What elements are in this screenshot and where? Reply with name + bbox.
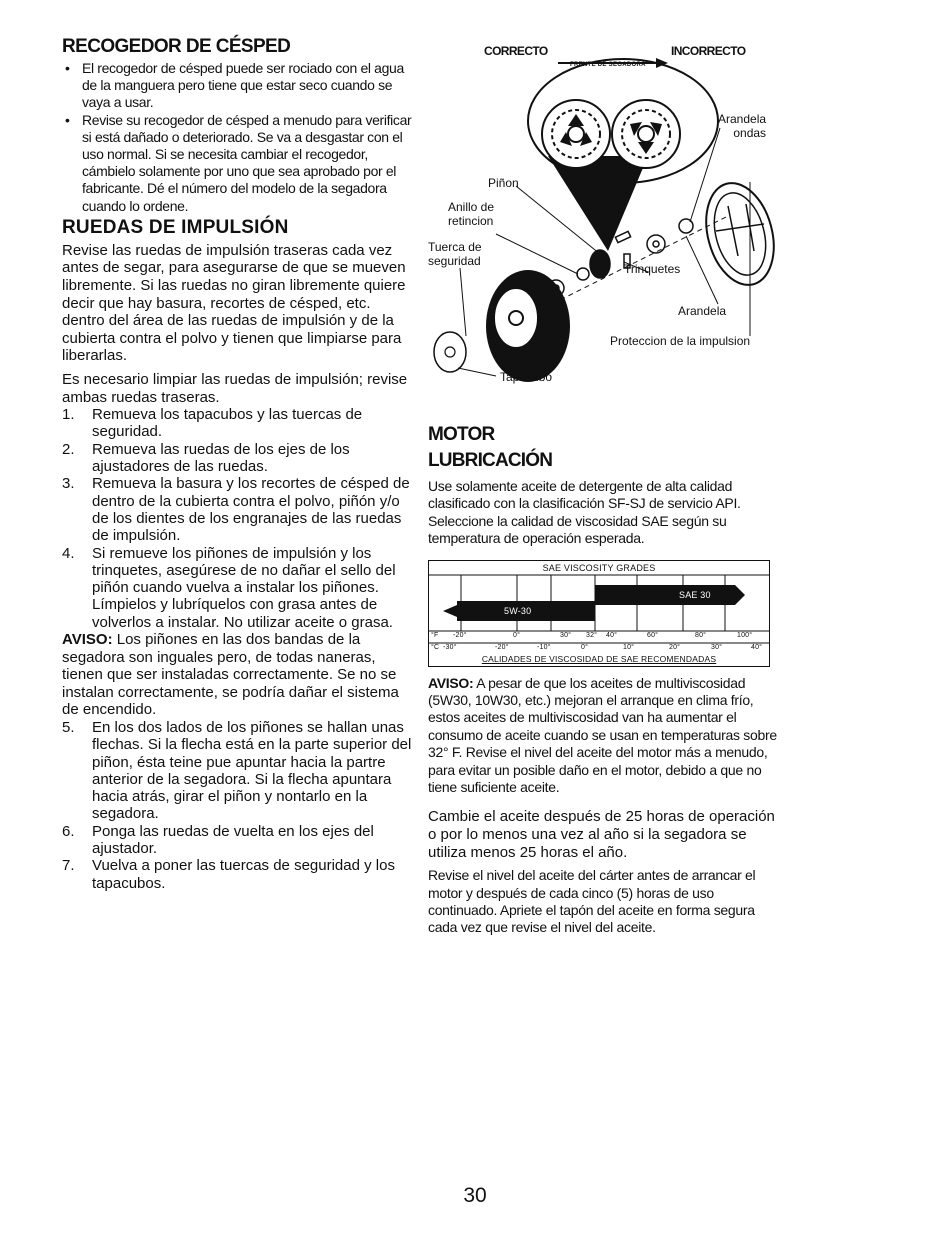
f-tick: 32° [586, 631, 598, 639]
step-text: Ponga las ruedas de vuelta en los ejes del ajustador. [92, 822, 374, 858]
c-tick: -30° [443, 643, 457, 651]
bar-sae30-label: SAE 30 [679, 589, 711, 600]
hubcap-icon [434, 332, 466, 372]
step-text: Si remueve los piñones de impulsión y los trinquetes, asegúrese de no dañar el sello del piñón cuando vuelva a instalar los piñones. Límpielos y lubríquelos con grasa antes de volverlos a instalar. No utilizar aceite o grasa. [92, 544, 396, 631]
list-item [62, 441, 414, 476]
drive-wheel-diagram [428, 36, 780, 386]
revise-text: Revise el nivel del aceite del cárter antes de arrancar el motor y después de cada cinco (5) horas de uso continuado. Apriete el tapón del aceite en forma segura cada vez que revise el nivel del aceite. [428, 867, 756, 936]
pinion-incorrect-icon [612, 100, 680, 168]
step-text: En los dos lados de los piñones se hallan unas flechas. Si la flecha está en la parte superior del piñon, ésta teine pue apuntar hacia la partre anterior de la segadora. Si la flecha apuntara hacia atrás, girar el piñon y nontarlo en la segadora. [92, 719, 412, 823]
step-text: Remueva los tapacubos y las tuercas de seguridad. [92, 406, 363, 441]
drive-wheel-icon [486, 270, 570, 382]
viscosity-title: SAE VISCOSITY GRADES [542, 562, 656, 573]
label-trinquetes: Trinquetes [624, 262, 681, 276]
f-tick: 100° [737, 631, 753, 639]
ruedas-steps-a [62, 406, 414, 631]
aviso-label: AVISO: [62, 631, 113, 649]
section-title-motor: MOTOR [428, 424, 495, 445]
recogedor-bullets [62, 60, 414, 215]
label-pinon: Piñon [488, 176, 519, 190]
section-title-lubricacion: LUBRICACIÓN [428, 450, 553, 471]
f-unit: °F [431, 631, 439, 639]
c-tick: 0° [581, 643, 589, 651]
step-number: 5. [62, 719, 75, 736]
label-correcto: CORRECTO [484, 44, 548, 58]
ruedas-steps-b [62, 719, 414, 892]
left-column [62, 36, 414, 892]
c-tick: 10° [623, 643, 635, 651]
step-number: 4. [62, 544, 75, 562]
f-tick: -20° [453, 631, 467, 639]
section-title-recogedor: RECOGEDOR DE CÉSPED [62, 36, 291, 57]
step-text: Remueva la basura y los recortes de césped de dentro de la cubierta contra el polvo, piñón y/o de los dientes de los engranajes de las ruedas de impulsión. [92, 475, 410, 545]
motor-aviso [428, 675, 780, 797]
step-number: 1. [62, 406, 75, 424]
aviso-text: Los piñones en las dos bandas de la segadora son inguales pero, de todas naneras, tienen que ser instaladas correctamente. Se no se instalan correctamente, se podría dañar el sistema de encendido. [62, 631, 399, 719]
right-column [428, 36, 780, 937]
viscosity-caption: CALIDADES DE VISCOSIDAD DE SAE RECOMENDADAS [481, 653, 717, 664]
step-number: 3. [62, 475, 75, 493]
drive-guard-icon [696, 175, 780, 292]
c-tick: -20° [495, 643, 509, 651]
exploded-parts-icon [548, 219, 693, 296]
bar-sae30 [595, 585, 745, 605]
aviso-text: A pesar de que los aceites de multiviscosidad (5W30, 10W30, etc.) mejoran el arranque en clima frío, estos aceites de multiviscosidad van ha aumentar el consumo de aceite cuando se usan en temperaturas sobre 32° F. Revise el nivel del aceite del motor más a menudo, para evitar un posible daño en el motor, debido a que no tiene suficiente aceite. [428, 674, 777, 796]
f-tick: 40° [606, 631, 618, 639]
lub-text: Use solamente aceite de detergente de alta calidad clasificado con la clasificación SF-SJ de servicio API. Seleccione la calidad de viscosidad SAE según su temperatura de operación esperada. [428, 478, 741, 547]
c-tick: 30° [711, 643, 723, 651]
c-tick: -10° [537, 643, 551, 651]
step-number: 6. [62, 822, 75, 840]
step-text: Vuelva a poner las tuercas de seguridad y los tapacubos. [92, 857, 395, 892]
label-proteccion: Proteccion de la impulsion [610, 334, 751, 348]
ruedas-aviso [62, 631, 414, 719]
list-item [62, 719, 414, 823]
cambie-text: Cambie el aceite después de 25 horas de operación o por lo menos una vez al año si la segadora se utiliza menos 25 horas el año. [428, 808, 775, 861]
step-number: 7. [62, 857, 75, 875]
ruedas-clean-intro: Es necesario limpiar las ruedas de impulsión; revise ambas ruedas traseras. [62, 370, 408, 406]
step-number: 2. [62, 440, 75, 458]
pinion-correct-icon [542, 100, 610, 168]
label-frente: FRENTE DE SEGADORA [570, 62, 646, 68]
list-item [62, 475, 414, 544]
c-tick: 20° [669, 643, 681, 651]
f-tick: 30° [560, 631, 572, 639]
bar-5w30-label: 5W-30 [504, 605, 532, 616]
sae-viscosity-chart [428, 560, 770, 667]
c-tick: 40° [751, 643, 763, 651]
label-tapacubo: Tapacubo [500, 370, 553, 384]
list-item [62, 823, 414, 858]
list-item: • Revise su recogedor de césped a menudo para verificar si está dañado o deteriorado. Se va a desgastar con el uso normal. Si se necesita cambiar el recogedor, cámbielo solamente por uno que sea aprobado por el fabricante. Dé el número del modelo de la segadora cuando lo ordene. [62, 112, 414, 215]
c-unit: °C [431, 643, 440, 651]
label-arandela-ondas: Arandela ondas [718, 112, 767, 140]
step-text: Remueva las ruedas de los ejes de los ajustadores de las ruedas. [92, 440, 350, 476]
list-item [62, 857, 414, 892]
aviso-label: AVISO: [428, 674, 474, 691]
f-tick: 60° [647, 631, 659, 639]
f-tick: 80° [695, 631, 707, 639]
ruedas-intro: Revise las ruedas de impulsión traseras cada vez antes de segar, para asegurarse de que se mueven libremente. Si las ruedas no giran libremente quiere decir que hay basura, recortes de césped, etc. dentro del área de las ruedas de impulsión y de la cubierta contra el polvo y tienen que limpiarse para liberarlas. [62, 241, 406, 365]
f-tick: 0° [513, 631, 521, 639]
label-incorrecto: INCORRECTO [671, 44, 746, 58]
list-item [62, 545, 414, 631]
section-title-ruedas: RUEDAS DE IMPULSIÓN [62, 216, 289, 238]
page-number: 30 [463, 1184, 487, 1207]
list-item: • El recogedor de césped puede ser rociado con el agua de la manguera pero tiene que estar seco cuando se vaya a usar. [62, 60, 414, 112]
label-tuerca: Tuerca de seguridad [428, 240, 482, 268]
label-arandela: Arandela [678, 304, 727, 318]
label-anillo: Anillo de retincion [448, 200, 495, 228]
list-item [62, 406, 414, 441]
